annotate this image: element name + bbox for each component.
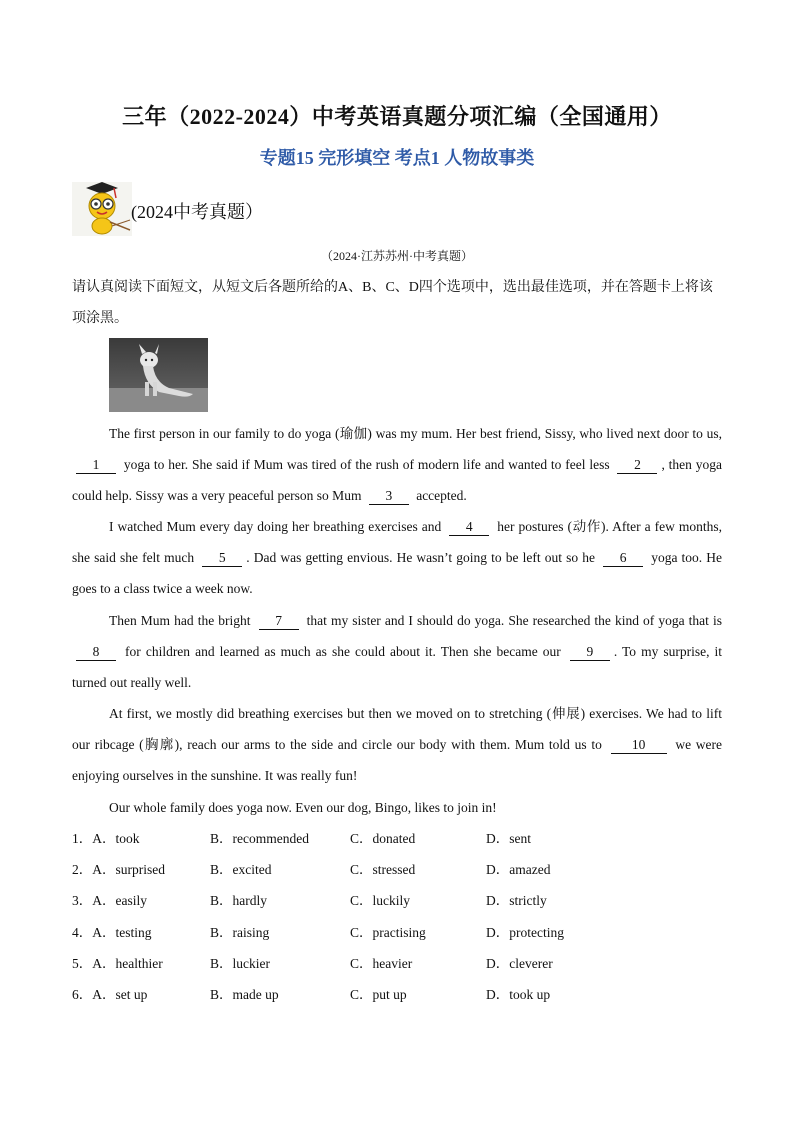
option-d[interactable]: D．strictly xyxy=(486,893,547,909)
question-instruction: 请认真阅读下面短文，从短文后各题所给的A、B、C、D四个选项中，选出最佳选项，并在答题卡上将该项涂黑。 xyxy=(72,280,713,326)
option-d[interactable]: D．amazed xyxy=(486,862,551,878)
passage-paragraph-5: Our whole family does yoga now. Even our dog, Bingo, likes to join in! xyxy=(109,800,497,815)
option-row xyxy=(72,854,722,885)
option-c[interactable]: C．heavier xyxy=(350,955,413,971)
blank-4: 4 xyxy=(449,519,489,536)
option-d[interactable]: D．cleverer xyxy=(486,955,553,971)
option-row xyxy=(72,823,722,854)
option-row xyxy=(72,917,722,948)
blank-7: 7 xyxy=(259,613,299,630)
option-row xyxy=(72,979,722,1010)
passage-paragraph-4: At first, we mostly did breathing exercises but then we moved on to stretching (伸展) exercises. We had to lift our ribcage (胸廓), reach our arms to the side and circle our body with them. Mum told us to 10 we were enjoying ourselves in the sunshine. It was really fun! xyxy=(72,706,723,783)
option-d[interactable]: D．took up xyxy=(486,986,551,1002)
option-b[interactable]: B．raising xyxy=(210,924,270,940)
option-a[interactable]: 3．A．easily xyxy=(72,893,147,909)
passage-paragraph-1: The first person in our family to do yoga (瑜伽) was my mum. Her best friend, Sissy, who lived next door to us, 1 yoga to her. She said if Mum was tired of the rush of modern life and wanted to feel less 2 , then yoga could help. Sissy was a very peaceful person so Mum 3 accepted. xyxy=(72,426,722,503)
yoga-dog-photo xyxy=(109,338,208,412)
option-a[interactable]: 2．A．surprised xyxy=(72,862,165,878)
option-c[interactable]: C．practising xyxy=(350,924,426,940)
topic-subtitle: 专题15 完形填空 考点1 人物故事类 xyxy=(259,148,535,168)
option-a[interactable]: 1．A．took xyxy=(72,831,140,846)
answer-options xyxy=(72,823,722,1010)
option-row xyxy=(72,948,722,979)
option-c[interactable]: C．stressed xyxy=(350,862,416,878)
mascot-teacher-icon xyxy=(72,182,132,236)
passage-paragraph-2: I watched Mum every day doing her breathing exercises and 4 her postures (动作). After a few months, she said she felt much 5 . Dad was getting envious. He wasn’t going to be left out so he 6 yoga too. He goes to a class twice a week now. xyxy=(72,519,723,596)
blank-8: 8 xyxy=(76,644,116,661)
option-a[interactable]: 5．A．healthier xyxy=(72,955,163,971)
option-b[interactable]: B．hardly xyxy=(210,893,267,909)
blank-1: 1 xyxy=(76,457,116,474)
option-d[interactable]: D．sent xyxy=(486,831,531,846)
question-source: （2024·江苏苏州·中考真题） xyxy=(321,249,473,263)
option-row xyxy=(72,885,722,916)
option-b[interactable]: B．excited xyxy=(210,862,272,878)
blank-9: 9 xyxy=(570,644,610,661)
option-b[interactable]: B．recommended xyxy=(210,831,309,846)
page-title: 三年（2022-2024）中考英语真题分项汇编（全国通用） xyxy=(122,104,672,129)
option-d[interactable]: D．protecting xyxy=(486,924,564,940)
option-c[interactable]: C．donated xyxy=(350,831,416,846)
blank-5: 5 xyxy=(202,550,242,567)
option-c[interactable]: C．put up xyxy=(350,986,407,1002)
option-a[interactable]: 6．A．set up xyxy=(72,986,148,1002)
blank-3: 3 xyxy=(369,488,409,505)
passage-paragraph-3: Then Mum had the bright 7 that my sister and I should do yoga. She researched the kind of yoga that is 8 for children and learned as much as she could about it. Then she became our 9 . To my surprise, it turned out really well. xyxy=(72,613,723,690)
blank-6: 6 xyxy=(603,550,643,567)
option-b[interactable]: B．made up xyxy=(210,986,279,1002)
section-label: (2024中考真题） xyxy=(131,202,263,222)
option-a[interactable]: 4．A．testing xyxy=(72,924,152,940)
option-c[interactable]: C．luckily xyxy=(350,893,410,909)
blank-10: 10 xyxy=(611,737,667,754)
option-b[interactable]: B．luckier xyxy=(210,955,270,971)
blank-2: 2 xyxy=(617,457,657,474)
